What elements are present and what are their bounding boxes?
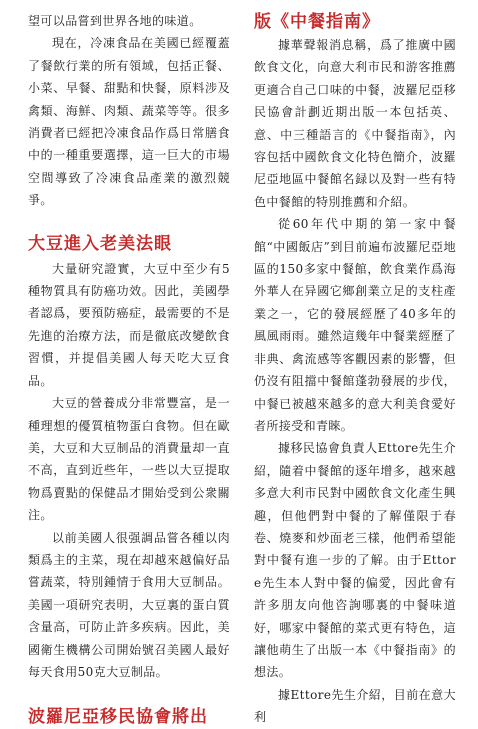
right-paragraph-3: 據移民協會負責人Ettore先生介紹，隨着中餐館的逐年增多，越來越多意大利市民對中國飲食文化產生興趣，但他們對中餐的了解僅限于春卷、燒麥和炒面老三樣，他們希望能對中餐有進一步的了解。由于Ettore先生本人對中餐的偏愛，因此會有許多朋友向他咨詢哪裏的中餐味道好，哪家中餐館的菜式更有特色，這讓他萌生了出版一本《中餐指南》的想法。 (254, 441, 456, 680)
right-column (254, 10, 456, 725)
left-paragraph-4: 大豆的營養成分非常豐富，是一種理想的優質植物蛋白食物。但在歐美，大豆和大豆制品的消費量却一直不高，直到近些年，一些以大豆提取物爲賣點的保健品才開始受到公衆關注。 (28, 396, 230, 523)
right-paragraph-2: 從60年代中期的第一家中餐館“中國飯店”到目前遍布波羅尼亞地區的150多家中餐館，飲食業作爲海外華人在异國它鄉創業立足的支柱產業之一，它的發展經歷了40多年的風風雨雨。雖然這幾年中餐業經歷了非典、禽流感等客觀因素的影響，但仍沒有阻擋中餐館蓬勃發展的步伐，中餐已被越來越多的意大利美食愛好者所接受和青睞。 (254, 217, 456, 433)
left-paragraph-2: 現在，冷凍食品在美國已經覆蓋了餐飲行業的所有領域，包括正餐、小菜、早餐、甜點和快餐，原料涉及禽類、海鮮、肉類、蔬菜等等。很多消費者已經把冷凍食品作爲日常膳食中的一種重要選擇，這一巨大的市場空間導致了冷凍食品產業的激烈競爭。 (28, 36, 230, 208)
section-heading-soybean: 大豆進入老美法眼 (28, 233, 172, 254)
section-heading-bologna-part1: 波羅尼亞移民協會將出 (28, 707, 208, 728)
left-paragraph-5: 以前美國人很强調品嘗各種以肉類爲主的主菜，現在却越來越偏好品嘗蔬菜，特別鍾情于食用大豆制品。美國一項研究表明，大豆裏的蛋白質含量高，可防止許多疾病。因此，美國衛生機構公司開始號召美國人最好每天食用50克大豆制品。 (28, 530, 230, 679)
right-paragraph-1: 據華聲報消息稱，爲了推廣中國飲食文化，向意大利市民和游客推薦更適合自己口味的中餐，波羅尼亞移民協會計劃近期出版一本包括英、意、中三種語言的《中餐指南》，內容包括中國飲食文化特色簡介，波羅尼亞地區中餐館名録以及對一些有特色中餐館的特別推薦和介紹。 (254, 38, 456, 209)
left-column (28, 10, 230, 728)
left-paragraph-3: 大量研究證實，大豆中至少有5種物質具有防癌功效。因此，美國學者認爲，要預防癌症，最需要的不是先進的治療方法，而是徹底改變飲食習慣，并提倡美國人每天吃大豆食品。 (28, 261, 230, 388)
section-heading-bologna-part2: 版《中餐指南》 (254, 12, 380, 32)
left-paragraph-1: 望可以品嘗到世界各地的味道。 (28, 14, 202, 28)
right-paragraph-4: 據Ettore先生介紹，目前在意大利 (254, 687, 456, 725)
